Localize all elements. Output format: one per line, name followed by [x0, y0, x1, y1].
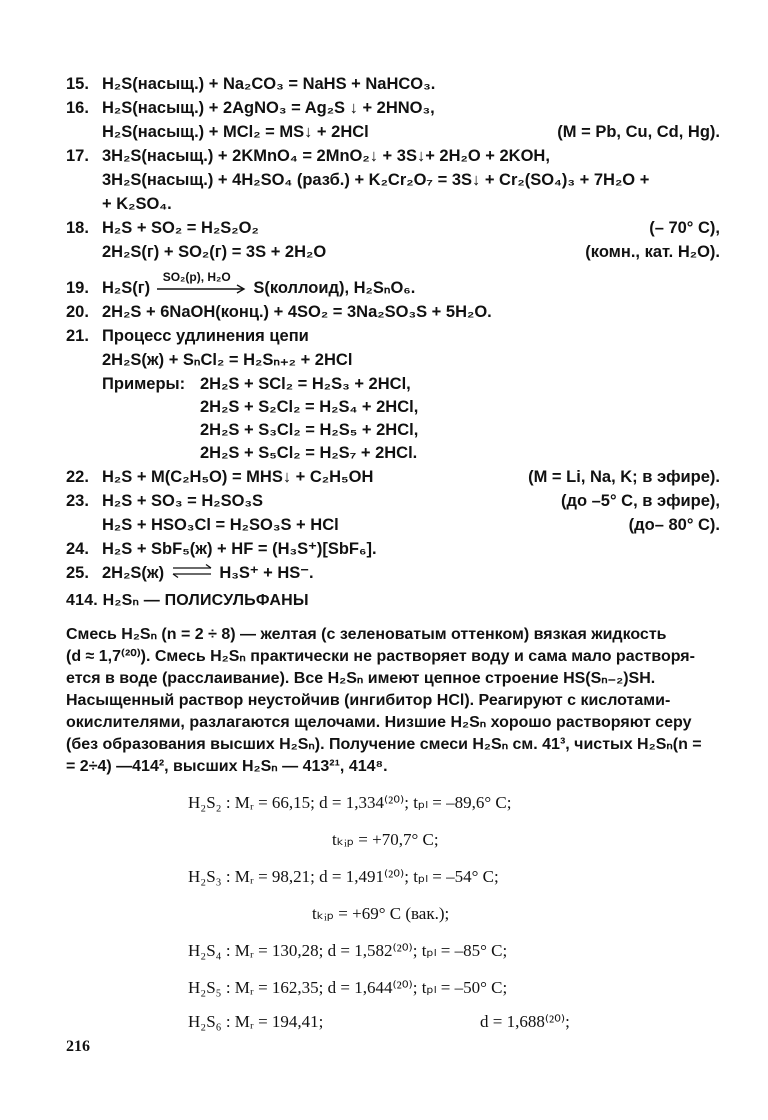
reaction-17b	[102, 170, 649, 190]
reaction-number: 19.	[66, 279, 89, 297]
condition-note: (M = Pb, Cu, Cd, Hg).	[557, 123, 720, 141]
reaction-number: 24.	[66, 540, 89, 558]
paragraph-line: окислителями, разлагаются щелочами. Низшие H₂Sₙ хорошо растворяют серу	[66, 714, 692, 731]
equation: H₂S + HSO₃Cl = H₂SO₃S + HCl	[102, 516, 339, 534]
page-number: 216	[66, 1038, 90, 1055]
reaction-number: 18.	[66, 219, 89, 237]
equation: H₂S(насыщ.) + MCl₂ = MS↓ + 2HCl	[102, 123, 369, 141]
property-h2s5: H₂S₅ : Mᵣ = 162,35; d = 1,644⁽²⁰⁾; tₚₗ = –50° C;	[188, 978, 508, 997]
examples-label: Примеры:	[102, 375, 186, 393]
reaction-21-general	[102, 350, 352, 370]
product: S(коллоид), H₂SₙO₆.	[253, 279, 416, 297]
equation: H₂S(насыщ.) + 2AgNO₃ = Ag₂S ↓ + 2HNO₃,	[102, 99, 435, 117]
reaction-18	[66, 218, 259, 238]
property-h2s6-density: d = 1,688⁽²⁰⁾;	[480, 1012, 570, 1031]
reaction-22	[66, 467, 373, 487]
equation: + K₂SO₄.	[102, 195, 172, 213]
section-heading: 414. H₂Sₙ — ПОЛИСУЛЬФАНЫ	[66, 592, 309, 609]
condition-note: (комн., кат. H₂O).	[585, 243, 720, 261]
reaction-20	[66, 302, 492, 322]
reaction-16	[66, 98, 435, 118]
reaction-number: 20.	[66, 303, 89, 321]
equation: H₂S + M(C₂H₅O) = MHS↓ + C₂H₅OH	[102, 468, 374, 486]
product: H₃S⁺ + HS⁻.	[219, 564, 314, 582]
condition-note: (до– 80° C).	[628, 516, 720, 534]
reactant: H₂S(г)	[102, 279, 151, 297]
equation: 2H₂S + 6NaOH(конц.) + 4SO₂ = 3Na₂SO₃S + 5H₂O.	[102, 303, 492, 321]
subtitle: Процесс удлинения цепи	[102, 327, 309, 345]
reaction-21	[66, 326, 309, 346]
property-h2s3-boiling: tₖᵢₚ = +69° C (вак.);	[312, 904, 450, 923]
arrow-condition: SO₂(р), H₂O	[162, 269, 231, 284]
reaction-number: 23.	[66, 492, 89, 510]
reaction-arrow	[155, 269, 249, 299]
reaction-18b	[102, 242, 326, 262]
equation: H₂S + SO₃ = H₂SO₃S	[102, 492, 264, 510]
reaction-16b	[102, 122, 369, 142]
property-h2s2: H₂S₂ : Mᵣ = 66,15; d = 1,334⁽²⁰⁾; tₚₗ = –89,6° C;	[188, 793, 512, 812]
reaction-17	[66, 146, 550, 166]
property-h2s6: H₂S₆ : Mᵣ = 194,41;	[188, 1012, 324, 1031]
paragraph-line: Насыщенный раствор неустойчив (ингибитор HCl). Реагируют с кислотами-	[66, 692, 671, 709]
property-h2s4: H₂S₄ : Mᵣ = 130,28; d = 1,582⁽²⁰⁾; tₚₗ = –85° C;	[188, 941, 508, 960]
equation: 3H₂S(насыщ.) + 4H₂SO₄ (разб.) + K₂Cr₂O₇ = 3S↓ + Cr₂(SO₄)₃ + 7H₂O +	[102, 171, 650, 189]
property-h2s2-boiling: tₖᵢₚ = +70,7° C;	[332, 830, 439, 849]
paragraph-line: Смесь H₂Sₙ (n = 2 ÷ 8) — желтая (с зеленоватым оттенком) вязкая жидкость	[66, 626, 667, 643]
equation: H₂S(насыщ.) + Na₂CO₃ = NaHS + NaHCO₃.	[102, 75, 436, 93]
reaction-24	[66, 539, 377, 559]
equation: H₂S + SO₂ = H₂S₂O₂	[102, 219, 259, 237]
equation: 3H₂S(насыщ.) + 2KMnO₄ = 2MnO₂↓ + 3S↓+ 2H₂O + 2KOH,	[102, 147, 550, 165]
paragraph-line: = 2÷4) —414², высших H₂Sₙ — 413²¹, 414⁸.	[66, 758, 388, 775]
reaction-number: 17.	[66, 147, 89, 165]
reaction-15	[66, 74, 435, 94]
reaction-19	[66, 269, 416, 299]
condition-note: (M = Li, Na, K; в эфире).	[528, 468, 720, 486]
reaction-23	[66, 491, 263, 511]
paragraph-line: ется в воде (расслаивание). Все H₂Sₙ имеют цепное строение HS(Sₙ₋₂)SH.	[66, 670, 656, 687]
reaction-number: 15.	[66, 75, 89, 93]
condition-note: (до –5° C, в эфире),	[560, 492, 720, 510]
property-h2s3: H₂S₃ : Mᵣ = 98,21; d = 1,491⁽²⁰⁾; tₚₗ = –54° C;	[188, 867, 499, 886]
equation: 2H₂S(ж) + SₙCl₂ = H₂Sₙ₊₂ + 2HCl	[102, 351, 353, 369]
reaction-17c	[102, 194, 172, 214]
equation: 2H₂S(г) + SO₂(г) = 3S + 2H₂O	[102, 243, 327, 261]
reaction-23b	[102, 515, 339, 535]
reaction-number: 22.	[66, 468, 89, 486]
equilibrium-arrow-icon	[169, 563, 215, 584]
reactant: 2H₂S(ж)	[102, 564, 165, 582]
example-1: 2H₂S + SCl₂ = H₂S₃ + 2HCl,	[200, 375, 411, 393]
reaction-number: 21.	[66, 327, 89, 345]
reaction-25	[66, 563, 314, 584]
equation: H₂S + SbF₅(ж) + HF = (H₃S⁺)[SbF₆].	[102, 540, 377, 558]
example-3: 2H₂S + S₃Cl₂ = H₂S₅ + 2HCl,	[200, 421, 419, 439]
reaction-number: 25.	[66, 564, 89, 582]
paragraph-line: (d ≈ 1,7⁽²⁰⁾). Смесь H₂Sₙ практически не растворяет воду и сама мало растворя-	[66, 648, 695, 665]
reaction-number: 16.	[66, 99, 89, 117]
example-4: 2H₂S + S₅Cl₂ = H₂S₇ + 2HCl.	[200, 444, 418, 462]
paragraph-line: (без образования высших H₂Sₙ). Получение смеси H₂Sₙ см. 41³, чистых H₂Sₙ(n =	[66, 736, 702, 753]
condition-note: (– 70° C),	[649, 219, 720, 237]
example-2: 2H₂S + S₂Cl₂ = H₂S₄ + 2HCl,	[200, 398, 419, 416]
